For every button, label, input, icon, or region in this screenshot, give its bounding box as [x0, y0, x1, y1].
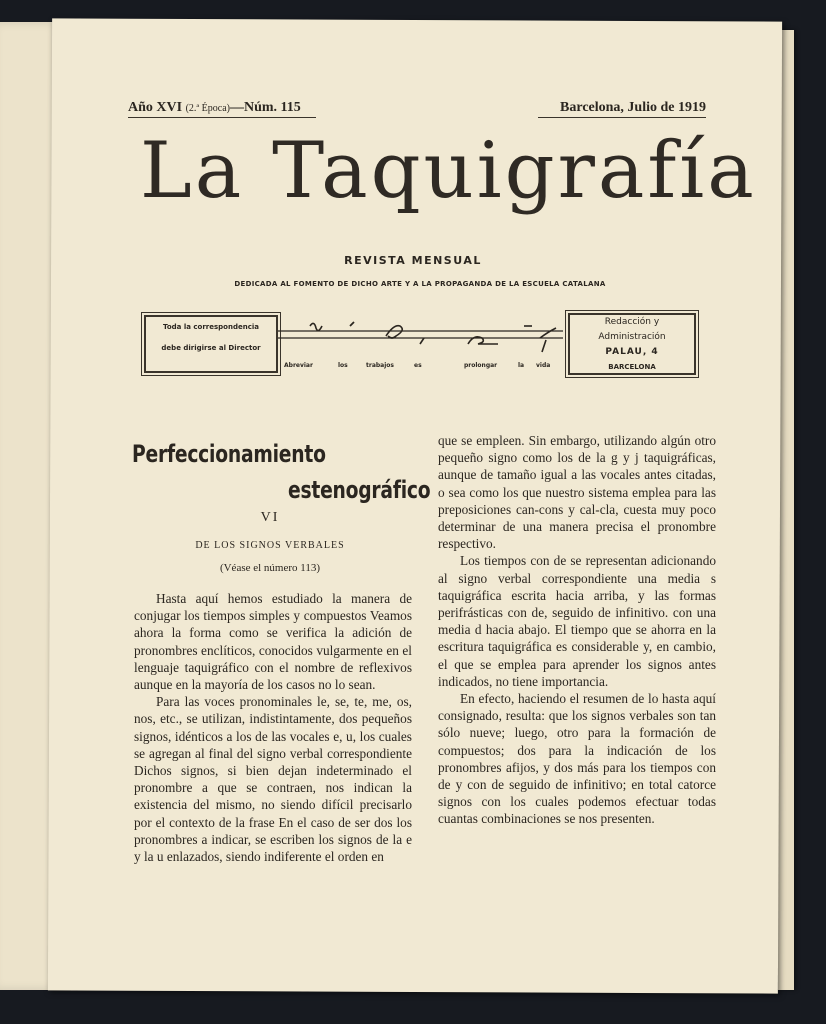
motto-word-7: vida — [536, 362, 551, 369]
address-line-3: BARCELONA — [608, 363, 656, 371]
issue-epoca: (2.ª Época) — [185, 103, 230, 114]
issue-info — [128, 100, 316, 118]
section-number: VI — [260, 510, 280, 525]
issue-year: Año XVI — [128, 100, 183, 115]
section-heading: DE LOS SIGNOS VERBALES — [195, 540, 345, 551]
correspondence-line-2: debe dirigirse al Director — [161, 344, 261, 352]
motto-word-3: trabajos — [366, 362, 394, 369]
masthead-tagline: DEDICADA AL FOMENTO DE DICHO ARTE Y A LA PROPAGANDA DE LA ESCUELA CATALANA — [234, 280, 606, 288]
motto-word-2: los — [338, 362, 348, 369]
motto-word-4: es — [414, 362, 422, 369]
shorthand-motto-graphic — [278, 316, 568, 356]
address-line-1: Redacción y Administración — [598, 317, 666, 342]
article-title-line-2: estenográfico — [288, 476, 431, 504]
left-column — [134, 590, 412, 865]
right-paragraph-2: Los tiempos con de se representan adicionando al signo verbal correspondiente una media s taquigráfica escrita hacia arriba, y las formas perifrásticas con de, seguido de infinitivo. con una media d hacia abajo. El tiempo que se ahorra en la escritura taquigráfica es considerable y, en cambio, el que se emplea para aprender los signos antes indicados, no tiene importancia. — [438, 553, 716, 689]
motto-word-6: la — [518, 362, 525, 369]
address-line-2: PALAU, 4 — [605, 347, 659, 357]
motto-word-5: prolongar — [464, 362, 498, 369]
left-paragraph-1: Hasta aquí hemos estudiado la manera de conjugar los tiempos simples y compuestos Veamos ahora la forma como se verifica la adición de pronombres enclíticos, conocidos vulgarmente en el lenguaje taquigráfico con el nombre de reflexivos aunque en la mayoría de los casos no lo sean. — [134, 591, 412, 693]
motto-word-1: Abreviar — [284, 362, 313, 369]
issue-number: —Núm. 115 — [229, 100, 301, 115]
article-title-line-1: Perfeccionamiento — [132, 440, 326, 468]
correspondence-line-1: Toda la correspondencia — [163, 323, 259, 331]
correspondence-box — [144, 315, 278, 373]
masthead-subtitle: REVISTA MENSUAL — [344, 254, 482, 267]
section-reference: (Véase el número 113) — [219, 562, 321, 574]
address-box — [568, 313, 696, 375]
right-column — [438, 432, 716, 828]
right-paragraph-3: En efecto, haciendo el resumen de lo hasta aquí consignado, resulta: que los signos verbales son tan sólo nueve; luego, otro para la formación de compuestos; dos para la indicación de los pronombres afijos, y dos más para los tiempos con de y con de seguido de infinitivo; en total catorce signos con los cuales podemos efectuar todas cuantas combinaciones se nos presenten. — [438, 691, 716, 827]
issue-date: Barcelona, Julio de 1919 — [538, 100, 706, 118]
right-paragraph-1: que se empleen. Sin embargo, utilizando algún otro pequeño signo como los de la g y j taquigráficas, aunque de tamaño igual a las vocales antes citadas, o sea como los que nuestro sistema emplea para las preposiciones can-cons y cal-cla, cuesta muy poco determinar de una manera precisa el pronombre respectivo. — [438, 433, 716, 552]
left-paragraph-2: Para las voces pronominales le, se, te, me, os, nos, etc., se utilizan, indistintamente, dos pequeños signos, idénticos a los de las vocales e, u, los cuales se agregan al final del signo verbal correspondiente Dichos signos, si bien dejan indeterminado el pronombre a que se contraen, nos indican la existencia del mismo, no siendo difícil precisarlo por el contexto de la frase En el caso de ser dos los pronombres a indicar, se escriben los signos de la e y la u enlazados, siendo indiferente el orden en — [134, 694, 412, 865]
masthead-title: La Taquigrafía — [140, 126, 757, 216]
